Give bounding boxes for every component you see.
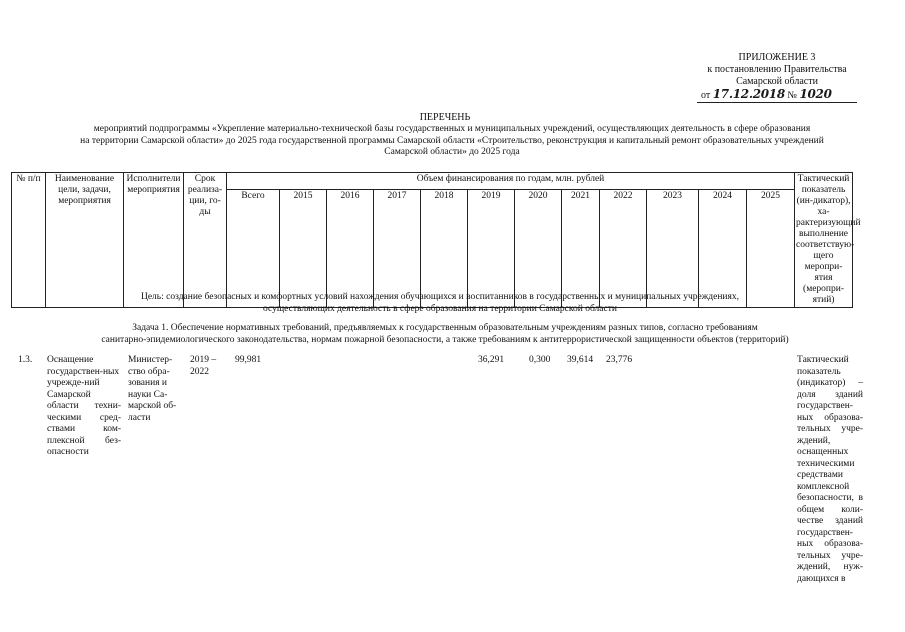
header-year: 2023 <box>647 189 699 307</box>
goal-text <box>40 292 840 315</box>
subtitle-line: на территории Самарской области» до 2025 года государственной программы Самарской области «Строительство, реконструкция и капитальный ремонт образовательных учреждений <box>80 135 824 146</box>
header-year: 2021 <box>562 189 600 307</box>
row-num: 1.3. <box>18 355 33 365</box>
row-2020: 0,300 <box>529 355 551 365</box>
goal-line: Цель: создание безопасных и комфортных условий нахождения обучающихся и воспитанников в государственных и муниципальных учреждениях, <box>140 292 740 302</box>
task-line: санитарно-эпидемиологического законодательства, нормам пожарной безопасности, а также требованиям к антитеррористической защищенности объектов (территорий) <box>101 334 789 345</box>
header-year: 2018 <box>421 189 468 307</box>
goal-line: осуществляющих деятельность в сфере образования на территории Самарской области <box>263 303 617 314</box>
header-num: № п/п <box>12 173 46 308</box>
row-2021: 39,614 <box>567 355 594 365</box>
appendix-block <box>697 52 857 103</box>
handwritten-date: 17.12.2018 <box>712 87 785 101</box>
header-indicator: Тактический показатель (ин-дикатор), ха-рактеризующий выполнение соответствую-щего меропри-ятия (меропри-ятий) <box>795 173 853 308</box>
appendix-line-2: Самарской области <box>736 76 818 87</box>
header-financing: Объем финансирования по годам, млн. рублей <box>227 173 795 190</box>
row-2019: 36,291 <box>478 355 505 365</box>
header-year: 2024 <box>699 189 747 307</box>
row-executor: Министер-ство обра-зования и науки Са-марской об-ласти <box>128 355 177 423</box>
header-table <box>11 172 861 308</box>
document-subtitle <box>14 124 890 159</box>
header-total: Всего <box>227 189 280 307</box>
header-executor: Исполнители мероприятия <box>124 173 184 308</box>
header-term: Срок реализа-ции, го-ды <box>184 173 227 308</box>
header-year: 2017 <box>374 189 421 307</box>
row-term: 2019 – 2022 <box>190 355 217 377</box>
row-2022: 23,776 <box>606 355 633 365</box>
appendix-signature-line <box>697 88 857 103</box>
handwritten-number: 1020 <box>799 87 832 101</box>
header-year: 2025 <box>747 189 795 307</box>
subtitle-line: мероприятий подпрограммы «Укрепление материально-технической базы государственных и муниципальных учреждений, осуществляющих деятельность в сфере образования <box>93 124 811 134</box>
subtitle-line: Самарской области» до 2025 года <box>384 147 520 157</box>
appendix-title: ПРИЛОЖЕНИЕ 3 <box>738 52 816 63</box>
header-name: Наименование цели, задачи, мероприятия <box>46 173 124 308</box>
task-line: Задача 1. Обеспечение нормативных требований, предъявляемых к государственным образовательным учреждениям разных типов, согласно требованиям <box>132 323 758 333</box>
header-year: 2016 <box>327 189 374 307</box>
header-year: 2015 <box>280 189 327 307</box>
appendix-number-label: № <box>787 90 797 101</box>
appendix-line-1: к постановлению Правительства <box>707 64 847 75</box>
row-name: Оснащение государствен-ных учрежде-ний Самарской области техни-ческими сред-ствами ком-плексной без-опасности <box>47 355 121 457</box>
row-total: 99,981 <box>235 355 262 365</box>
task-text <box>20 323 870 346</box>
header-year: 2019 <box>468 189 515 307</box>
header-year: 2020 <box>515 189 562 307</box>
header-year: 2022 <box>600 189 647 307</box>
document-title: ПЕРЕЧЕНЬ <box>419 112 471 123</box>
row-indicator: Тактический показатель (индикатор) – доля зданий государствен-ных образова-тельных учре-ждений, оснащенных техническими средствами комплексной безопасности, в общем коли-честве зданий государствен-ных образова-тельных учре-ждений, нуж-дающихся в <box>797 355 863 584</box>
appendix-from-label: от <box>701 90 711 101</box>
